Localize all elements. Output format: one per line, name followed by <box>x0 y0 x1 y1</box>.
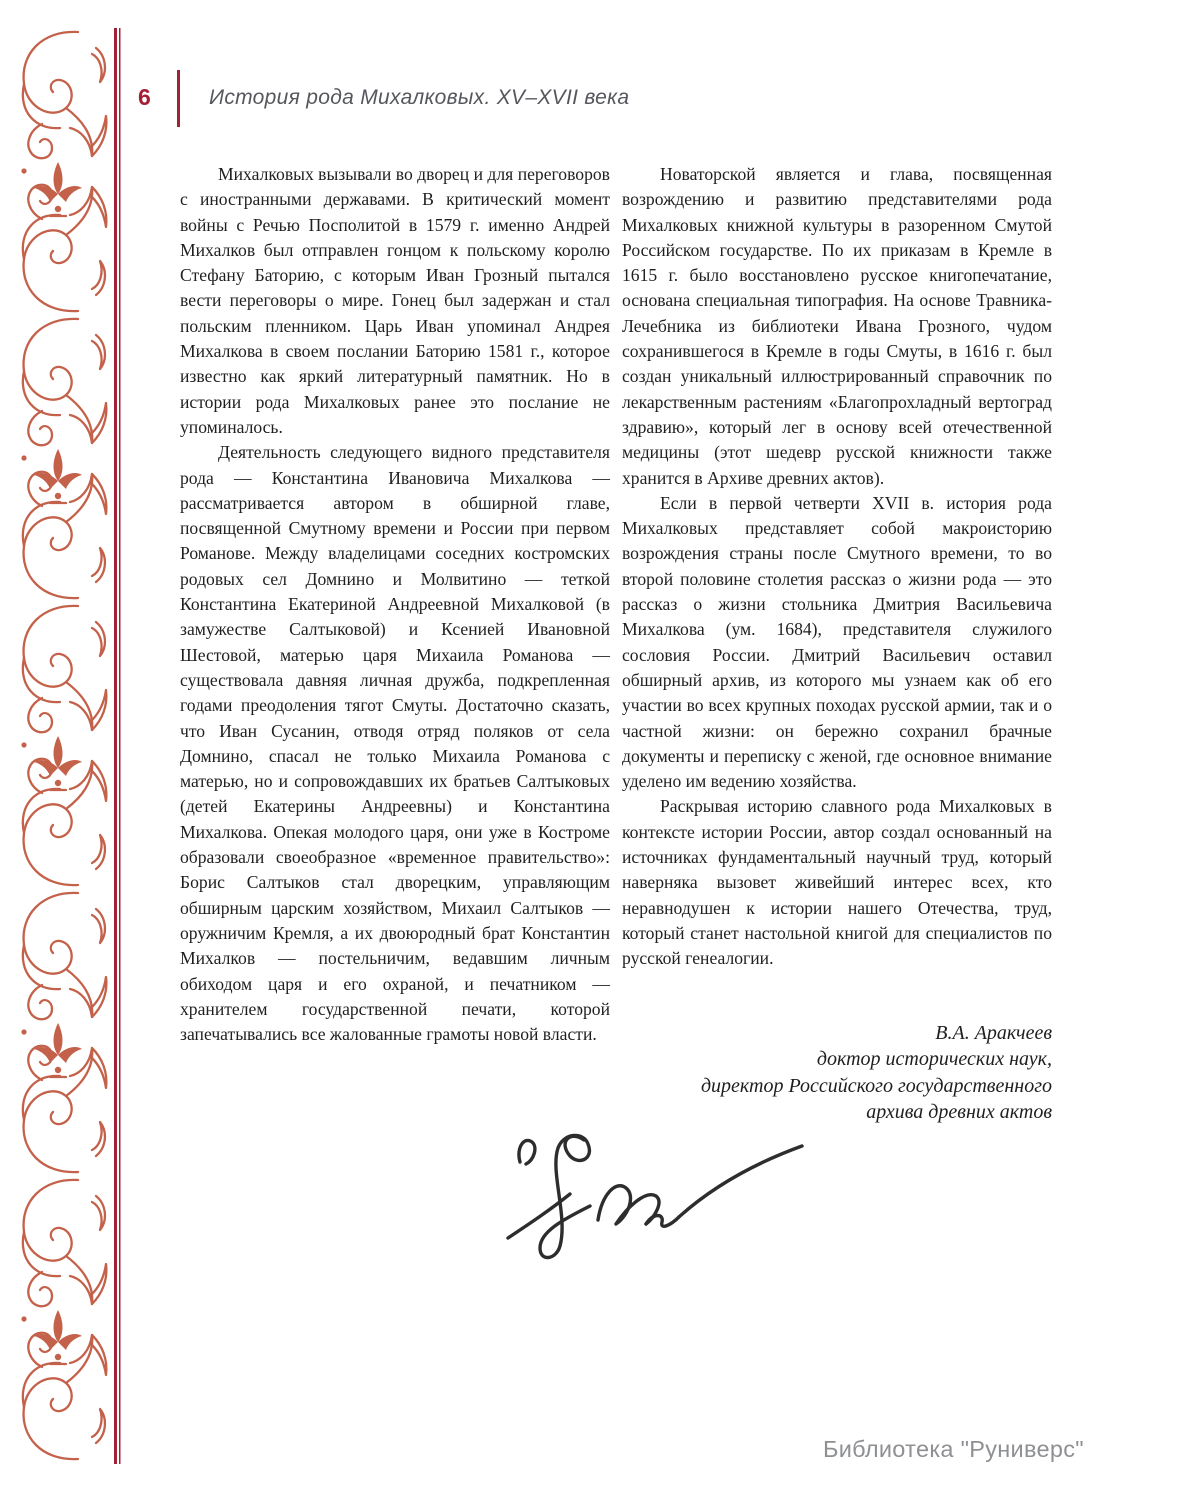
paragraph: Михалковых вызывали во дворец и для переговоров с иностранными державами. В критический момент войны с Речью Посполитой в 1579 г. именно Андрей Михалков был отправлен гонцом к польскому королю Стефану Баторию, с которым Иван Грозный пытался вести переговоры о мире. Гонец был задержан и стал польским пленником. Царь Иван упоминал Андрея Михалкова в своем послании Баторию 1581 г., которое известно как яркий литературный памятник. Но в истории рода Михалковых ранее это послание не упоминалось. <box>180 164 610 437</box>
author-signature-block <box>622 1020 1052 1126</box>
text-column-left <box>180 162 610 1047</box>
text-column-right <box>622 162 1052 1126</box>
paragraph: Новаторской является и глава, посвященная возрождению и развитию представителями рода Михалковых книжной культуры в разоренном Смутой Российском государстве. По их приказам в Кремле в 1615 г. было восстановлено русское книгопечатание, основана специальная типография. На основе Травника-Лечебника из библиотеки Ивана Грозного, чудом сохранившегося в Кремле в годы Смуты, в 1616 г. был создан уникальный иллюстрированный справочник по лекарственным растениям «Благопрохладный вертоград здравию», который лег в основу всей отечественной медицины (этот шедевр русской книжности также хранится в Архиве древних актов). <box>622 164 1052 488</box>
paragraph: Деятельность следующего видного представителя рода — Константина Ивановича Михалкова — рассматривается автором в обширной главе, посвященной Смутному времени и России при первом Романове. Между владелицами соседних костромских родовых сел Домнино и Молвитино — теткой Константина Екатериной Андреевной Михалковой (в замужестве Салтыковой) и Ксенией Ивановной Шестовой, матерью царя Михаила Романова — существовала давняя личная дружба, подкрепленная годами преодоления тягот Смуты. Достаточно сказать, что Иван Сусанин, отводя отряд поляков от села Домнино, спасал не только Михаила Романова с матерью, но и сопровождавших их братьев Салтыковых (детей Екатерины Андреевны) и Константина Михалкова. Опекая молодого царя, они уже в Костроме образовали своеобразное «временное правительство»: Борис Салтыков стал дворецким, управляющим обширным царским хозяйством, Михаил Салтыков — оружничим Кремля, а их двоюродный брат Константин Михалков — постельничим, ведавшим личным обиходом царя и его охраной, и печатником — хранителем государственной печати, которой запечатывались все жалованные грамоты новой власти. <box>180 442 610 1045</box>
header-divider <box>177 70 180 127</box>
page-title: История рода Михалковых. XV–XVII века <box>209 86 630 109</box>
page-number: 6 <box>138 84 151 110</box>
paragraph: Если в первой четверти XVII в. история рода Михалковых представляет собой макроисторию возрождения страны после Смутного времени, то во второй половине столетия рассказ о жизни рода — это рассказ о жизни стольника Дмитрия Васильевича Михалкова (ум. 1684), представителя служилого сословия России. Дмитрий Васильевич оставил обширный архив, из которого мы узнаем как об его участии во всех крупных походах русской армии, так и о частной жизни: он бережно сохранил брачные документы и переписку с женой, где основное внимание уделено им ведению хозяйства. <box>622 492 1052 792</box>
author-title-line: доктор исторических наук, <box>816 1048 1052 1070</box>
author-title-line: директор Российского государственного <box>700 1074 1052 1097</box>
author-name: В.А. Аракчеев <box>935 1021 1052 1044</box>
floral-ornament-border-icon <box>8 28 110 1464</box>
red-double-rule <box>114 28 122 1464</box>
paragraph: Раскрывая историю славного рода Михалковых в контексте истории России, автор создал основанный на источниках фундаментальный научный труд, который наверняка вызовет живейший интерес всех, кто неравнодушен к истории нашего Отечества, труд, который станет настольной книгой для специалистов по русской генеалогии. <box>622 796 1052 969</box>
handwritten-signature-icon <box>498 1128 818 1278</box>
watermark-runivers: Библиотека "Руниверс" <box>823 1436 1084 1462</box>
author-title-line: архива древних актов <box>866 1101 1052 1123</box>
